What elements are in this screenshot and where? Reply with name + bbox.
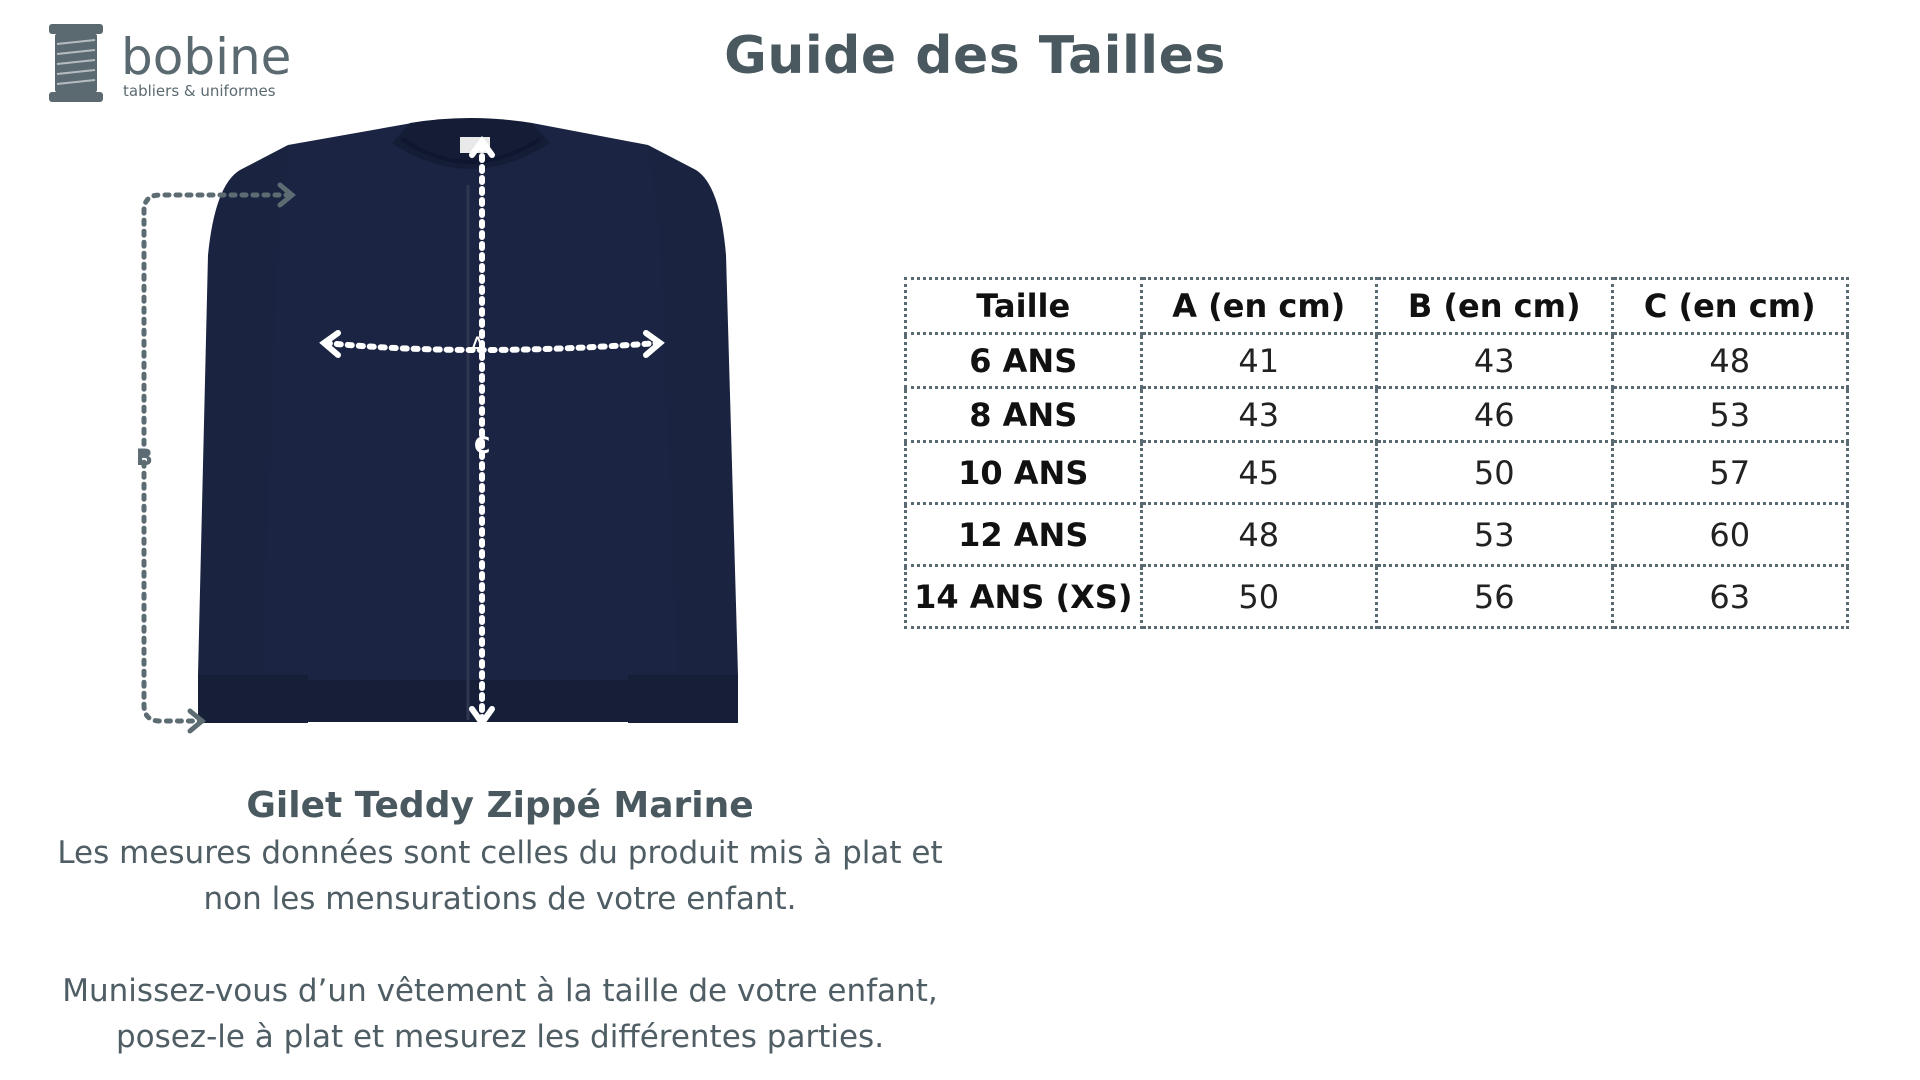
size-cell: 14 ANS (XS) bbox=[906, 566, 1142, 628]
value-c-cell: 48 bbox=[1612, 334, 1848, 388]
page-title: Guide des Tailles bbox=[724, 26, 1226, 86]
measure-c-label: C bbox=[474, 434, 491, 459]
table-row bbox=[906, 504, 1848, 566]
table-row bbox=[906, 334, 1848, 388]
value-a-cell: 45 bbox=[1141, 442, 1377, 504]
value-b-cell: 50 bbox=[1377, 442, 1613, 504]
size-cell: 10 ANS bbox=[906, 442, 1142, 504]
brand-name: bobine bbox=[121, 28, 292, 86]
table-row bbox=[906, 388, 1848, 442]
value-c-cell: 53 bbox=[1612, 388, 1848, 442]
instruction-line-2: posez-le à plat et mesurez les différentes parties. bbox=[115, 1019, 885, 1055]
table-header-row bbox=[906, 279, 1848, 334]
size-table bbox=[904, 277, 1849, 629]
value-a-cell: 41 bbox=[1141, 334, 1377, 388]
size-cell: 12 ANS bbox=[906, 504, 1142, 566]
size-cell: 6 ANS bbox=[906, 334, 1142, 388]
value-c-cell: 63 bbox=[1612, 566, 1848, 628]
measure-a-label: A bbox=[470, 334, 486, 359]
header-b: B (en cm) bbox=[1377, 279, 1613, 334]
measure-note-line-1: Les mesures données sont celles du produit mis à plat et bbox=[57, 835, 943, 871]
brand-tagline: tabliers & uniformes bbox=[123, 82, 276, 100]
value-b-cell: 46 bbox=[1377, 388, 1613, 442]
product-caption bbox=[0, 782, 1000, 1060]
header-c: C (en cm) bbox=[1612, 279, 1848, 334]
instruction-line-1: Munissez-vous d’un vêtement à la taille de votre enfant, bbox=[62, 973, 938, 1009]
value-a-cell: 43 bbox=[1141, 388, 1377, 442]
jacket-shape bbox=[198, 118, 738, 723]
value-b-cell: 53 bbox=[1377, 504, 1613, 566]
value-c-cell: 57 bbox=[1612, 442, 1848, 504]
header-size: Taille bbox=[906, 279, 1142, 334]
value-b-cell: 43 bbox=[1377, 334, 1613, 388]
size-cell: 8 ANS bbox=[906, 388, 1142, 442]
header-a: A (en cm) bbox=[1141, 279, 1377, 334]
value-a-cell: 48 bbox=[1141, 504, 1377, 566]
caption-spacer bbox=[0, 922, 1000, 968]
value-c-cell: 60 bbox=[1612, 504, 1848, 566]
table-row bbox=[906, 566, 1848, 628]
value-b-cell: 56 bbox=[1377, 566, 1613, 628]
product-name: Gilet Teddy Zippé Marine bbox=[246, 785, 754, 826]
table-row bbox=[906, 442, 1848, 504]
measure-b-label: B bbox=[136, 446, 153, 471]
measure-note-line-2: non les mensurations de votre enfant. bbox=[203, 881, 797, 917]
garment-illustration bbox=[120, 115, 800, 755]
value-a-cell: 50 bbox=[1141, 566, 1377, 628]
